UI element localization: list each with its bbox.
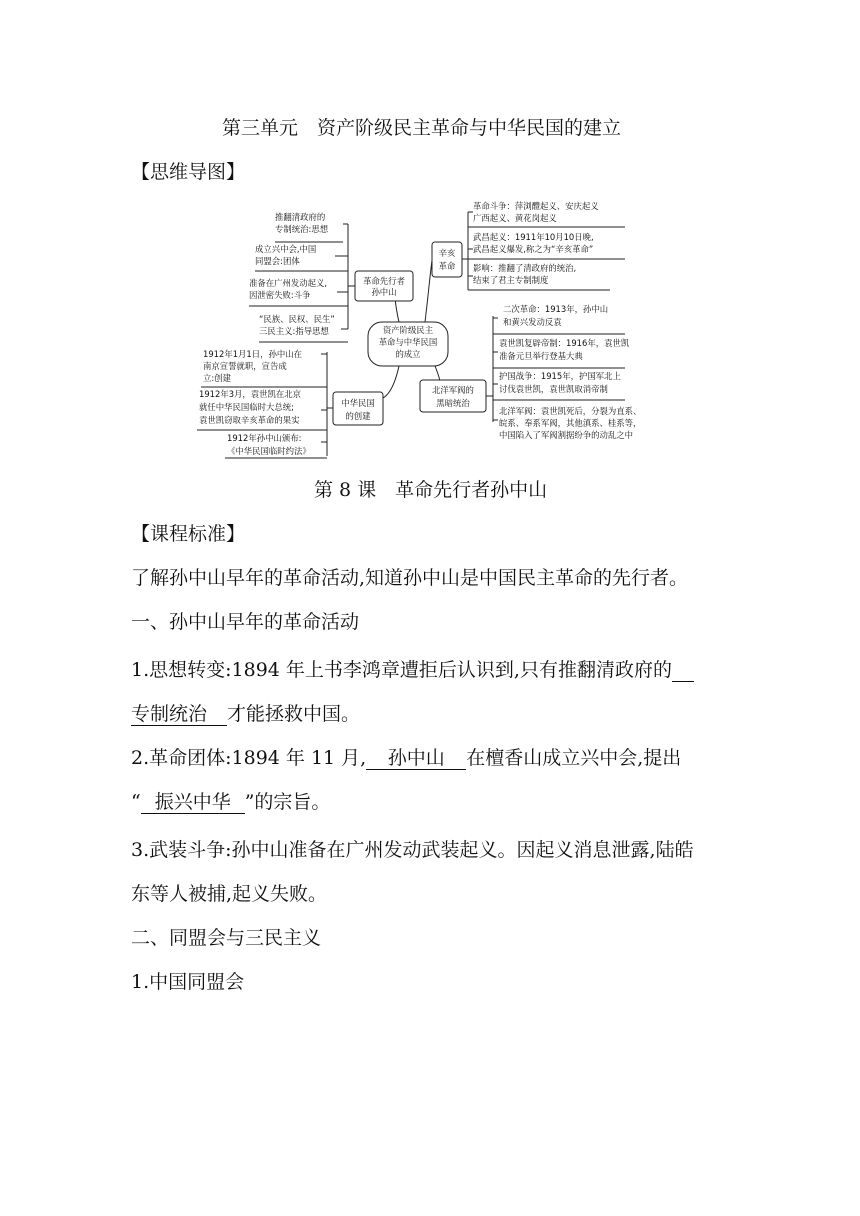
standard-heading: 【课程标准】 [131,523,246,545]
item-2-line-2 [131,790,330,814]
item-2-middle: 在檀香山成立兴中会,提出 [466,747,682,769]
beiyang-leaf-1-line-1: 二次革命：1913年，孙中山 [503,304,609,314]
sun-leaf-2-line-2: 同盟会:团体 [255,256,300,266]
item-2-quote-open: “ [131,791,141,813]
xinhai-leaf-1-line-1: 革命斗争：萍浏醴起义、安庆起义 [473,201,599,211]
sun-leaf-2-line-1: 成立兴中会,中国 [255,244,317,254]
beiyang-leaf-3-line-2: 讨伐袁世凯，袁世凯取消帝制 [499,384,608,394]
sun-leaf-1-line-1: 推翻清政府的 [275,212,326,222]
minguo-leaf-1-line-2: 南京宣誓就职，宣告成 [203,361,287,371]
item-2-answer-blank: 孙中山 [366,748,466,770]
branch-minguo-line-2: 的创建 [345,411,371,421]
item-1-prefix: 1.思想转变:1894 年上书李鸿章遭拒后认识到,只有推翻清政府的 [131,659,672,681]
branch-minguo-line-1: 中华民国 [341,398,375,408]
item-2-prefix: 2.革命团体:1894 年 11 月, [131,747,367,769]
item-1-suffix: 才能拯救中国。 [227,703,361,725]
beiyang-leaf-3-line-1: 护国战争：1915年，护国军北上 [499,371,621,381]
beiyang-leaf-4-line-1: 北洋军阀：袁世凯死后，分裂为直系、 [499,406,642,416]
minguo-leaf-1-line-1: 1912年1月1日，孙中山在 [203,349,302,359]
minguo-leaf-3-line-2: 《中华民国临时约法》 [227,446,311,456]
minguo-leaf-2-line-3: 袁世凯窃取辛亥革命的果实 [199,415,300,425]
section-2-heading: 二、同盟会与三民主义 [131,927,322,949]
branch-sun-line-2: 孙中山 [371,287,397,297]
item-1-answer-blank: 专制统治 [131,704,227,726]
minguo-leaf-3-line-1: 1912年孙中山颁布: [227,433,302,443]
center-line-3: 的成立 [395,349,421,359]
beiyang-leaf-1-line-2: 和黄兴发动反袁 [503,317,562,327]
sun-leaf-4-line-2: 三民主义:指导思想 [259,326,329,336]
xinhai-leaf-3-line-1: 影响：推翻了清政府的统治, [473,263,577,273]
item-1-line-2 [131,702,360,726]
xinhai-leaf-1-line-2: 广西起义、黄花岗起义 [473,213,557,223]
item-2-suffix: ”的宗旨。 [244,791,331,813]
minguo-leaf-2-line-1: 1912年3月，袁世凯在北京 [199,389,302,399]
branch-xinhai-line-1: 辛亥 [438,248,456,258]
branch-beiyang-line-2: 黑暗统治 [436,398,470,408]
center-line-2: 革命与中华民国 [378,337,438,347]
beiyang-leaf-4-line-3: 中国陷入了军阀割据纷争的动乱之中 [499,430,633,440]
branch-sun-line-1: 革命先行者 [363,276,405,286]
beiyang-leaf-2-line-2: 准备元旦举行登基大典 [499,351,583,361]
xinhai-leaf-2-line-1: 武昌起义：1911年10月10日晚, [473,232,594,242]
section-1-heading: 一、孙中山早年的革命活动 [131,611,360,633]
branch-xinhai-line-2: 革命 [438,261,456,271]
branch-beiyang-line-1: 北洋军阀的 [432,385,474,395]
xinhai-leaf-2-line-2: 武昌起义爆发,称之为“辛亥革命” [473,244,594,254]
item-4: 1.中国同盟会 [131,971,245,993]
mindmap-heading: 【思维导图】 [131,161,246,183]
item-3-line-1: 3.武装斗争:孙中山准备在广州发动武装起义。因起义消息泄露,陆皓 [131,839,694,861]
sun-leaf-1-line-2: 专制统治:思想 [275,224,329,234]
sun-leaf-4-line-1: “民族、民权、民生” [259,314,335,324]
item-1-line-1 [131,658,694,682]
item-3-line-2: 东等人被捕,起义失败。 [131,883,328,905]
lesson-title: 第 8 课 革命先行者孙中山 [314,479,548,501]
sun-leaf-3-line-2: 因泄密失败:斗争 [249,290,311,300]
standard-text: 了解孙中山早年的革命活动,知道孙中山是中国民主革命的先行者。 [131,567,689,589]
xinhai-leaf-3-line-2: 结束了君主专制制度 [473,275,549,285]
unit-title: 第三单元 资产阶级民主革命与中华民国的建立 [222,117,622,139]
item-2-line-1 [131,746,681,770]
minguo-leaf-1-line-3: 立:创建 [203,373,231,383]
item-2-answer-blank-2: 振兴中华 [141,792,245,814]
beiyang-leaf-2-line-1: 袁世凯复辟帝制：1916年，袁世凯 [499,338,630,348]
minguo-leaf-2-line-2: 就任中华民国临时大总统; [199,402,294,412]
item-1-blank-lead [672,660,694,682]
beiyang-leaf-4-line-2: 皖系、奉系军阀，其他滇系、桂系等， [499,418,642,428]
sun-leaf-3-line-1: 准备在广州发动起义, [249,278,328,288]
mind-map-diagram [185,194,675,464]
center-line-1: 资产阶级民主 [382,325,434,335]
